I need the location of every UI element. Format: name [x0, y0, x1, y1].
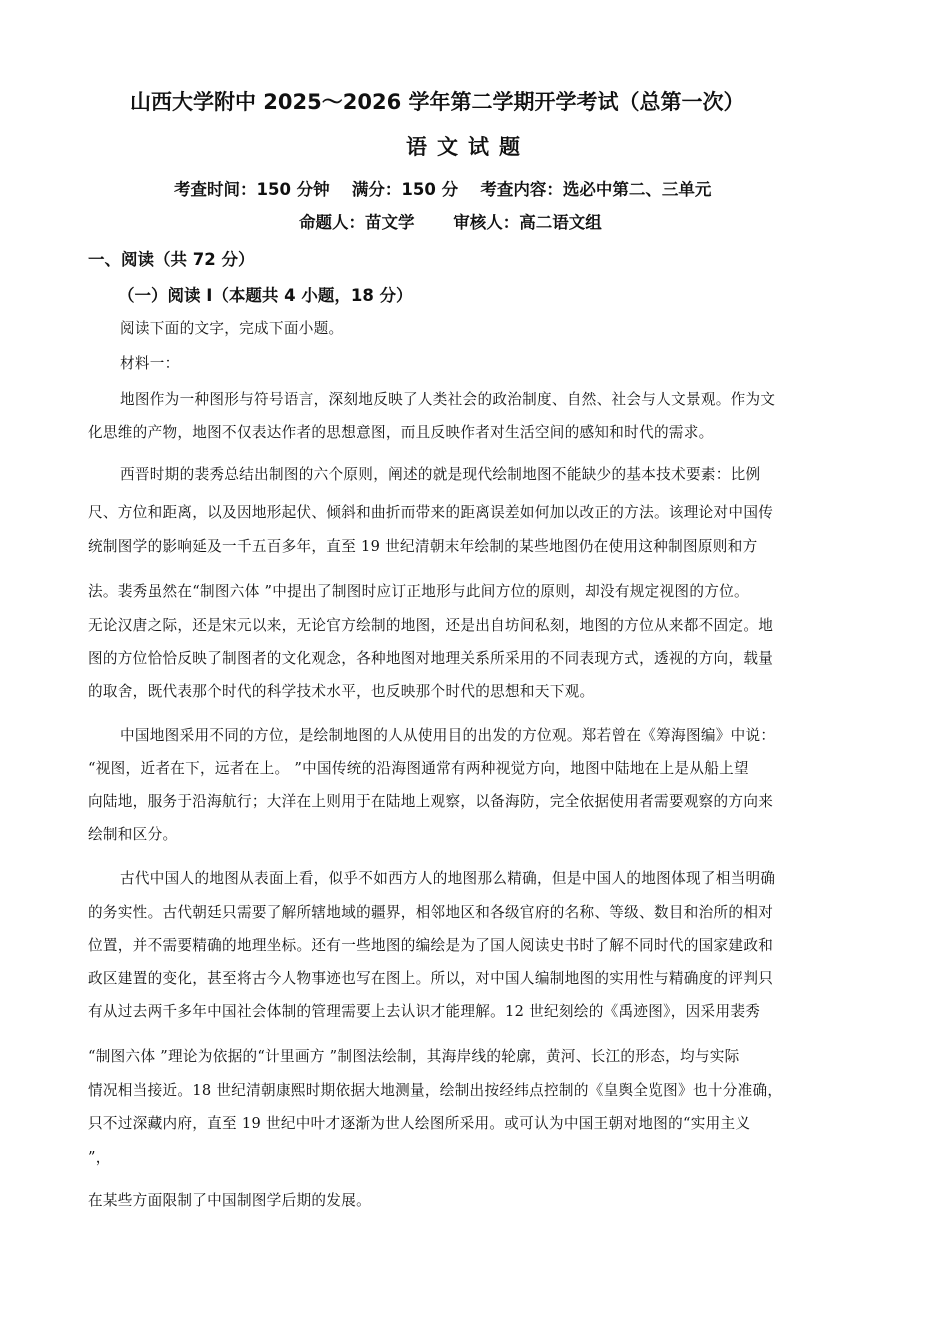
paragraph-line: 绘制和区分。 [88, 826, 178, 843]
paragraph-line: 地图作为一种图形与符号语言，深刻地反映了人类社会的政治制度、自然、社会与人文景观。作为文 [120, 391, 776, 408]
paragraph-line: 位置，并不需要精确的地理坐标。还有一些地图的编绘是为了国人阅读史书时了解不同时代的国家建政和 [88, 937, 774, 954]
exam-meta-line2: 命题人：苗文学 审核人：高二语文组 [299, 213, 602, 232]
paragraph-line: 无论汉唐之际，还是宋元以来，无论官方绘制的地图，还是出自坊间私刻，地图的方位从来都不固定。地 [88, 617, 774, 634]
paragraph-line: 西晋时期的裴秀总结出制图的六个原则，阐述的就是现代绘制地图不能缺少的基本技术要素：比例 [120, 466, 761, 483]
exam-title: 山西大学附中 2025～2026 学年第二学期开学考试（总第一次） [130, 90, 745, 114]
paragraph-line: 图的方位恰恰反映了制图者的文化观念，各种地图对地理关系所采用的不同表现方式，透视的方向，载量 [88, 650, 774, 667]
paragraph-line: 政区建置的变化，甚至将古今人物事迹也写在图上。所以，对中国人编制地图的实用性与精确度的评判只 [88, 970, 774, 987]
paragraph-line: “制图六体 ”理论为依据的“计里画方 ”制图法绘制，其海岸线的轮廓，黄河、长江的形态，均与实际 [88, 1048, 740, 1065]
paragraph-line: 化思维的产物，地图不仅表达作者的思想意图，而且反映作者对生活空间的感知和时代的需求。 [88, 424, 714, 441]
paragraph-line: 中国地图采用不同的方位，是绘制地图的人从使用目的出发的方位观。郑若曾在《筹海图编》中说： [120, 727, 776, 744]
paragraph-line: 向陆地，服务于沿海航行；大洋在上则用于在陆地上观察，以备海防，完全依据使用者需要观察的方向来 [88, 793, 774, 810]
section-title: 一、阅读（共 72 分） [88, 250, 255, 269]
paragraph-line: 统制图学的影响延及一千五百多年，直至 19 世纪清朝末年绘制的某些地图仍在使用这种制图原则和方 [88, 538, 758, 555]
paragraph-line: 的务实性。古代朝廷只需要了解所辖地域的疆界，相邻地区和各级官府的名称、等级、数目和治所的相对 [88, 904, 774, 921]
paragraph-line: 有从过去两千多年中国社会体制的管理需要上去认识才能理解。12 世纪刻绘的《禹迹图》，因采用裴秀 [88, 1003, 761, 1020]
subsection-title: （一）阅读 Ⅰ（本题共 4 小题，18 分） [118, 286, 413, 305]
paragraph-line: 情况相当接近。18 世纪清朝康熙时期依据大地测量，绘制出按经纬点控制的《皇舆全览图》也十分准确， [88, 1082, 783, 1099]
paragraph-line: “视图，近者在下，远者在上。 ”中国传统的沿海图通常有两种视觉方向，地图中陆地在上是从船上望 [88, 760, 749, 777]
instruction-text: 阅读下面的文字，完成下面小题。 [120, 320, 344, 337]
paragraph-line: 的取舍，既代表那个时代的科学技术水平，也反映那个时代的思想和天下观。 [88, 683, 595, 700]
paragraph-line: 在某些方面限制了中国制图学后期的发展。 [88, 1192, 371, 1209]
material-label: 材料一： [120, 355, 180, 372]
subject-title: 语文试题 [406, 135, 530, 159]
exam-meta-line1: 考查时间：150 分钟 满分：150 分 考查内容：选必中第二、三单元 [174, 180, 712, 199]
paragraph-line: 尺、方位和距离，以及因地形起伏、倾斜和曲折而带来的距离误差如何加以改正的方法。该理论对中国传 [88, 504, 774, 521]
paragraph-line: 只不过深藏内府，直至 19 世纪中叶才逐渐为世人绘图所采用。或可认为中国王朝对地图的“实用主义 [88, 1115, 751, 1132]
paragraph-line: 法。裴秀虽然在“制图六体 ”中提出了制图时应订正地形与此间方位的原则，却没有规定视图的方位。 [88, 583, 749, 600]
paragraph-line: 古代中国人的地图从表面上看，似乎不如西方人的地图那么精确，但是中国人的地图体现了相当明确 [120, 870, 776, 887]
paragraph-line: ”， [88, 1149, 111, 1166]
